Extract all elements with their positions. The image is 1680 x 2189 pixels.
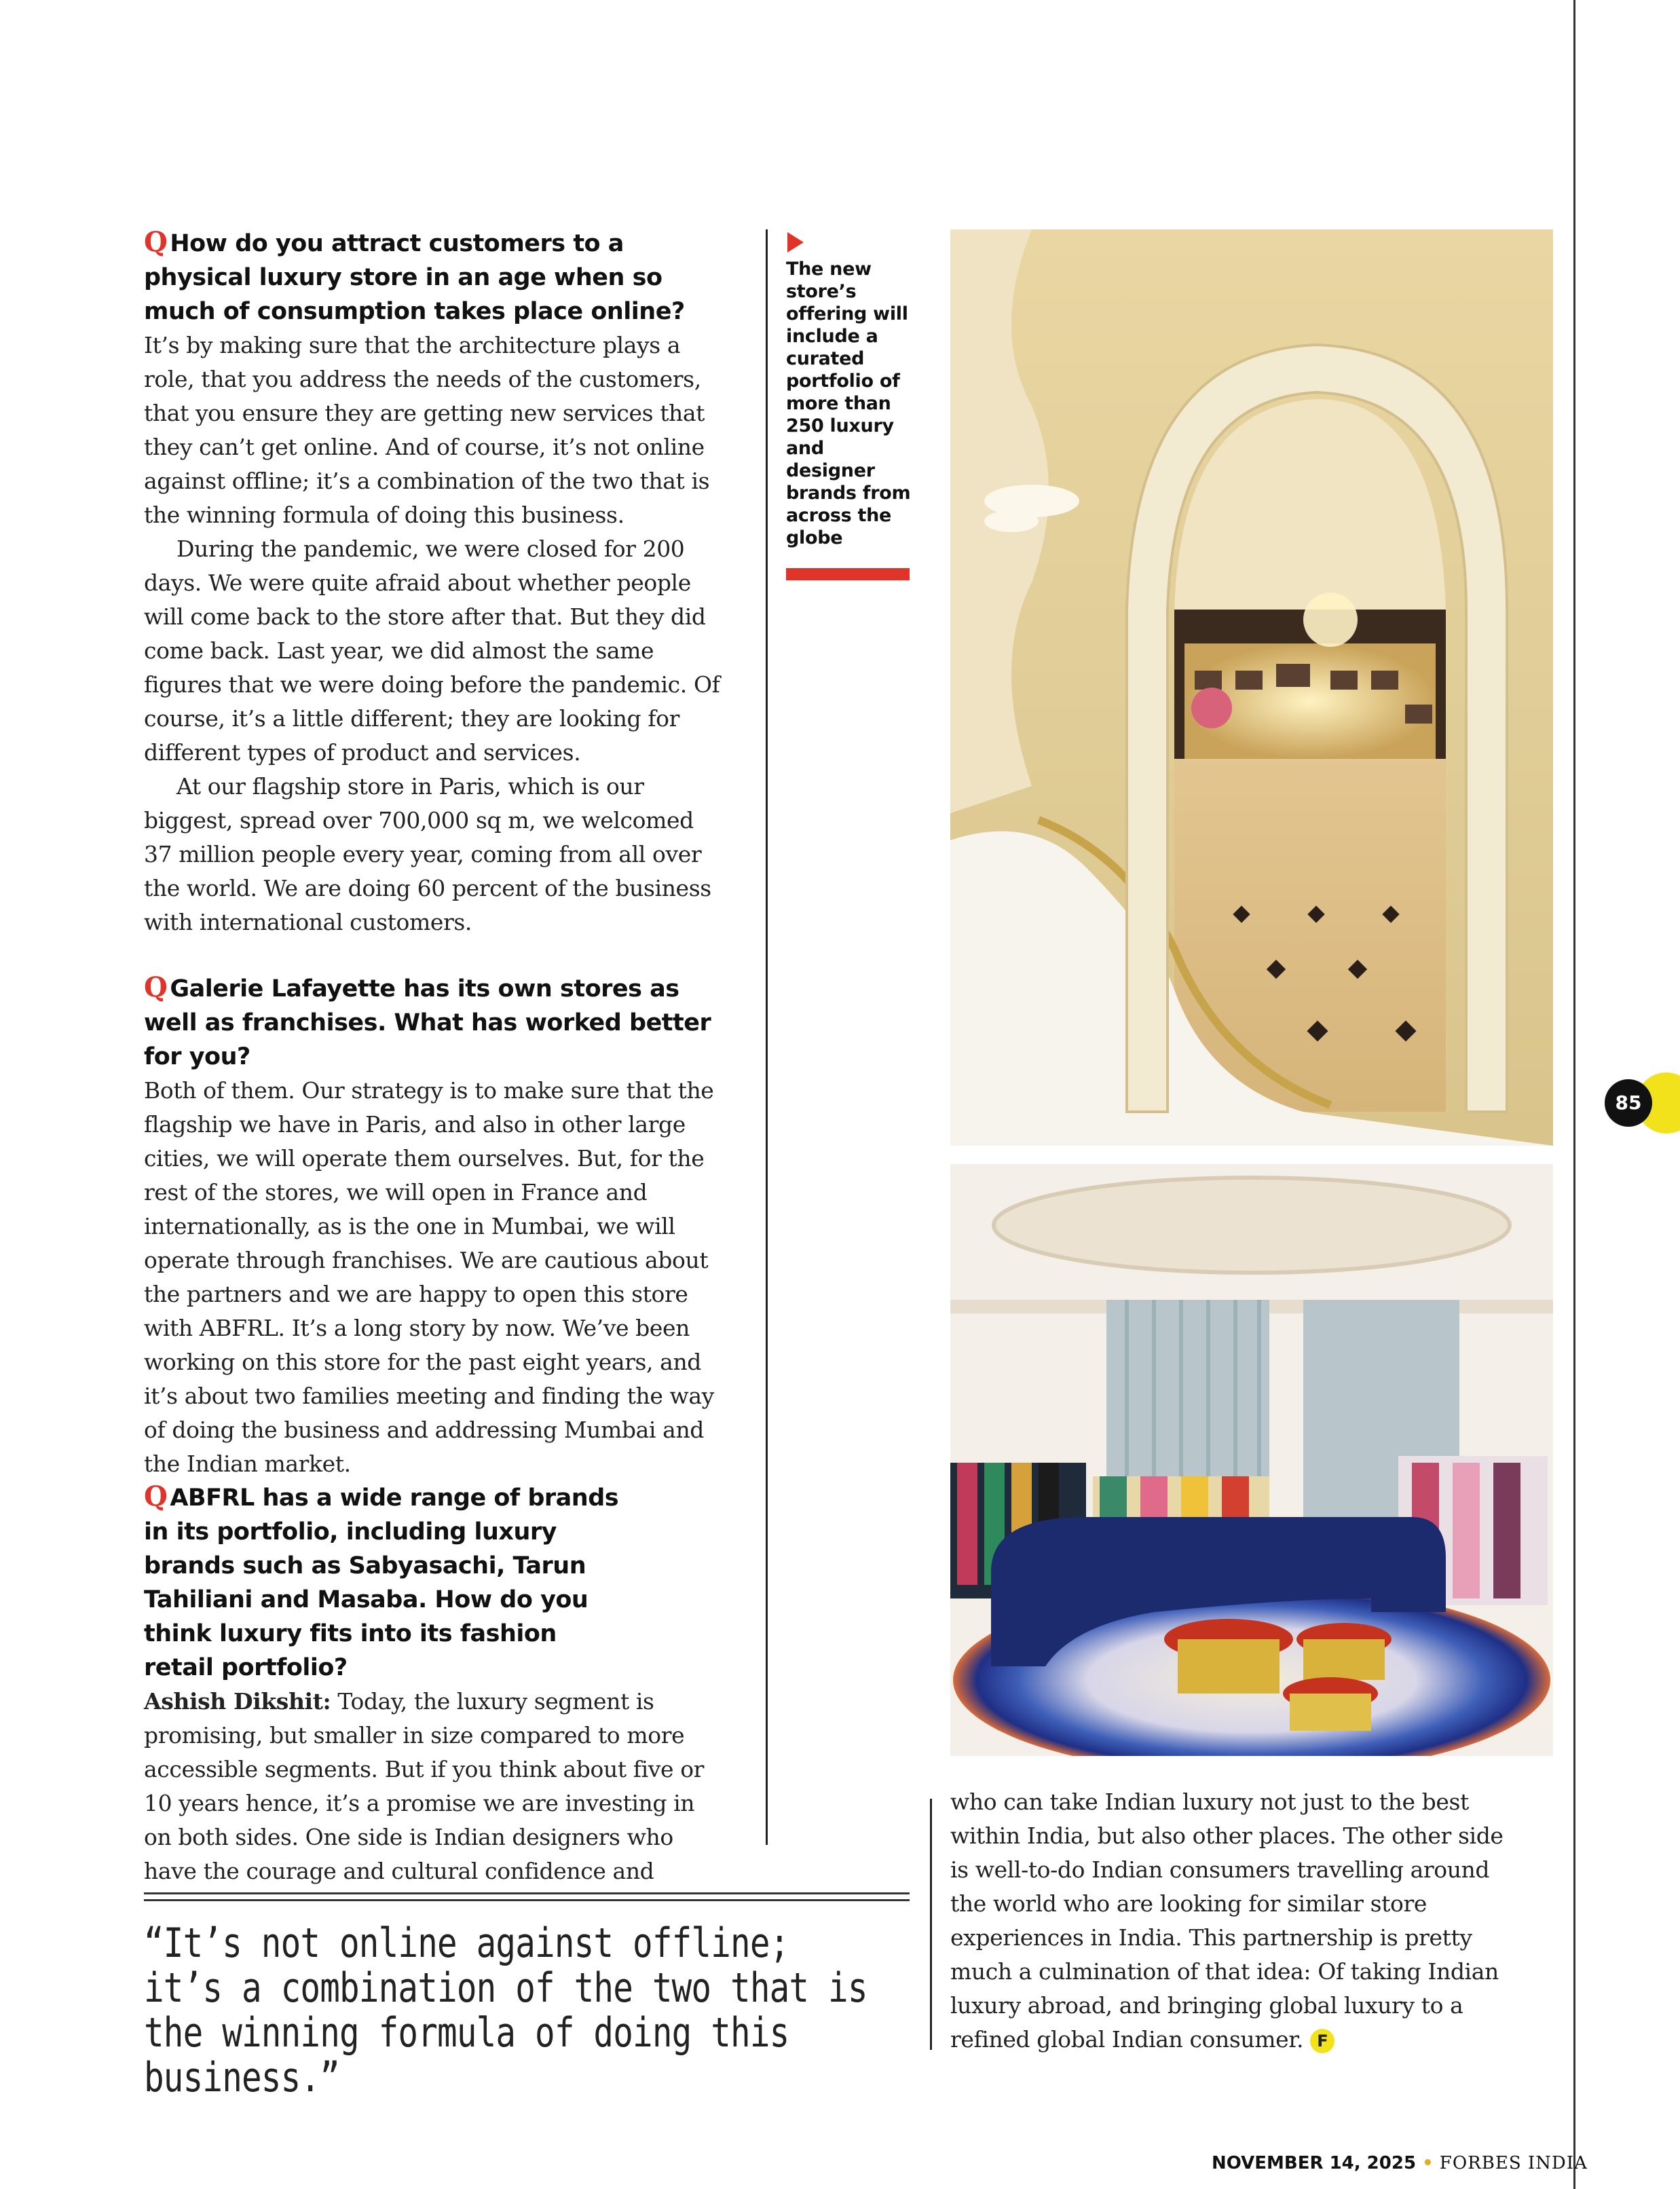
q1-marker: Q [144, 226, 168, 258]
caption-arrow-icon [786, 231, 805, 254]
end-mark-text: F [1317, 2032, 1328, 2051]
pull-quote-rule-top [144, 1892, 910, 1894]
q3-question [144, 1480, 619, 1685]
caption-block [786, 231, 915, 580]
q3-marker: Q [144, 1480, 168, 1512]
footer-separator: • [1422, 2153, 1434, 2173]
q3-answer-part2: who can take Indian luxury not just to the best within India, but also other places. The other side is well-to-do Indian consumers travelling around the world who are looking for similar store experiences in India. This partnership is pretty much a culmination of that idea: Of taking Indian luxury abroad, and bringing global luxury to a refined global Indian consumer. [950, 1789, 1504, 2053]
q3-block [144, 1480, 728, 1888]
q3-speaker: Ashish Dikshit: [144, 1688, 331, 1715]
q1-paragraph: It’s by making sure that the architecture plays a role, that you address the needs of the customers, that you ensure they are getting new services that they can’t get online. And of course, it’s not online against offline; it’s a combination of the two that is the winning formula of doing this business. [144, 332, 710, 528]
q3-answer-part1: Today, the luxury segment is promising, but smaller in size compared to more accessible segments. But if you think about five or 10 years hence, it’s a promise we are investing in on both sides. One side is Indian designers who have the courage and cultural confidence and [144, 1688, 705, 1884]
q1-paragraph: At our flagship store in Paris, which is our biggest, spread over 700,000 sq m, we welcomed 37 million people every year, coming from all over the world. We are doing 60 percent of the business with international customers. [144, 773, 711, 935]
photo-caption: The new store’s offering will include a curated portfolio of more than 250 luxury and designer brands from across the globe [786, 259, 911, 548]
q2-paragraph: Both of them. Our strategy is to make sure that the flagship we have in Paris, and also in other large cities, we will operate them ourselves. But, for the rest of the stores, we will open in France and internationally, as is the one in Mumbai, we will operate through franchises. We are cautious about the partners and we are happy to open this store with ABFRL. It’s a long story by now. We’ve been working on this store for the past eight years, and it’s about two families meeting and finding the way of doing the business and addressing Mumbai and the Indian market. [144, 1077, 714, 1477]
store-lounge-illustration [950, 1164, 1553, 1756]
page-number-circle [1605, 1079, 1652, 1127]
store-arch-photo [950, 229, 1553, 1146]
footer [1212, 2153, 1588, 2173]
pull-quote-side-rule [930, 1799, 932, 2050]
q2-marker: Q [144, 971, 168, 1003]
page-number: 85 [1615, 1091, 1642, 1114]
q2-block [144, 971, 728, 1481]
footer-magazine: FORBES INDIA [1439, 2153, 1588, 2173]
column-rule [766, 229, 768, 1845]
q2-answer [144, 1074, 728, 1481]
pull-quote-rule-top-2 [144, 1899, 910, 1901]
store-arch-illustration [950, 229, 1553, 1146]
page-edge-rule [1573, 0, 1575, 2189]
q3-answer [144, 1685, 728, 1888]
q3-continuation [950, 1785, 1527, 2057]
q1-paragraph: During the pandemic, we were closed for 200 days. We were quite afraid about whether people will come back to the store after that. But they did come back. Last year, we did almost the same figures that we were doing before the pandemic. Of course, it’s a little different; they are looking for different types of product and services. [144, 536, 720, 766]
q1-question [144, 225, 701, 329]
store-lounge-photo [950, 1164, 1553, 1756]
q1-answer [144, 329, 728, 939]
caption-rule [786, 568, 910, 580]
q2-question-text: Galerie Lafayette has its own stores as well as franchises. What has worked better for you? [144, 975, 711, 1070]
q2-question [144, 971, 728, 1074]
pull-quote: “It’s not online against offline; it’s a combination of the two that is the winning formula of doing this business.” [144, 1920, 867, 2101]
end-mark-icon [1310, 2029, 1334, 2053]
footer-date: NOVEMBER 14, 2025 [1212, 2153, 1417, 2173]
q1-question-text: How do you attract customers to a physical luxury store in an age when so much of consumption takes place online? [144, 230, 685, 325]
q3-question-text: ABFRL has a wide range of brands in its portfolio, including luxury brands such as Sabyasachi, Tarun Tahiliani and Masaba. How do you think luxury fits into its fashion retail portfolio? [144, 1484, 619, 1681]
q1-block [144, 225, 728, 939]
